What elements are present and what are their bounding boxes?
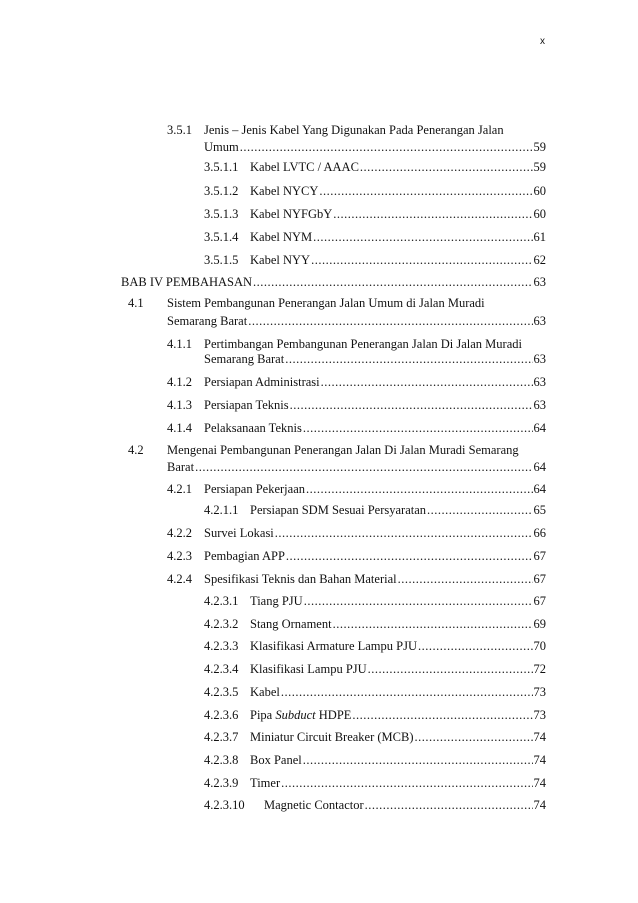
toc-page: 74 bbox=[533, 730, 546, 744]
toc-leader bbox=[286, 549, 533, 564]
toc-page: 67 bbox=[533, 594, 546, 608]
toc-leader bbox=[368, 662, 533, 677]
toc-title: Kabel NYCY bbox=[250, 184, 319, 198]
toc-page: 74 bbox=[533, 776, 546, 790]
toc-leader bbox=[240, 140, 533, 155]
toc-entry[interactable] bbox=[204, 140, 546, 155]
toc-number: 3.5.1.3 bbox=[204, 207, 239, 221]
toc-page: 60 bbox=[533, 207, 546, 221]
toc-leader bbox=[303, 421, 533, 436]
toc-entry[interactable] bbox=[250, 776, 546, 791]
toc-entry[interactable] bbox=[204, 482, 546, 497]
toc-leader bbox=[333, 207, 532, 222]
toc-title: Kabel LVTC / AAAC bbox=[250, 160, 359, 174]
toc-leader bbox=[313, 230, 532, 245]
toc-entry[interactable] bbox=[204, 375, 546, 390]
toc-number: 3.5.1.1 bbox=[204, 160, 239, 174]
toc-title: Semarang Barat bbox=[204, 352, 285, 366]
toc-title: Klasifikasi Lampu PJU bbox=[250, 662, 367, 676]
toc-title: Kabel NYM bbox=[250, 230, 313, 244]
toc-entry[interactable] bbox=[250, 730, 546, 745]
toc-leader bbox=[418, 639, 533, 654]
toc-leader bbox=[303, 753, 533, 768]
toc-number: 4.2 bbox=[128, 443, 144, 457]
toc-entry[interactable] bbox=[250, 207, 546, 222]
toc-entry[interactable] bbox=[204, 352, 546, 367]
toc-leader bbox=[195, 460, 532, 475]
toc-entry[interactable] bbox=[250, 503, 546, 518]
toc-number: 3.5.1.5 bbox=[204, 253, 239, 267]
toc-page: 72 bbox=[533, 662, 546, 676]
toc-number: 4.2.2 bbox=[167, 526, 192, 540]
toc-page: 64 bbox=[533, 460, 546, 474]
toc-entry[interactable] bbox=[204, 572, 546, 587]
toc-leader bbox=[306, 482, 532, 497]
toc-page: 63 bbox=[533, 398, 546, 412]
toc-page: 70 bbox=[533, 639, 546, 653]
toc-page: 64 bbox=[533, 421, 546, 435]
toc-entry[interactable] bbox=[264, 798, 546, 813]
toc-title-italic: Subduct bbox=[275, 708, 316, 722]
toc-title: Magnetic Contactor bbox=[264, 798, 364, 812]
toc-number: 4.1.4 bbox=[167, 421, 192, 435]
toc-title: Tiang PJU bbox=[250, 594, 303, 608]
toc-entry[interactable] bbox=[250, 662, 546, 677]
toc-leader bbox=[285, 352, 532, 367]
toc-number: 4.2.3.8 bbox=[204, 753, 239, 767]
toc-entry[interactable] bbox=[250, 253, 546, 268]
toc-title-line1: Pertimbangan Pembangunan Penerangan Jalan Di Jalan Muradi bbox=[204, 337, 522, 351]
toc-title: Kabel NYY bbox=[250, 253, 311, 267]
toc-number: 4.2.1.1 bbox=[204, 503, 239, 517]
toc-entry[interactable] bbox=[250, 617, 546, 632]
toc-number: 4.2.3.1 bbox=[204, 594, 239, 608]
toc-number: 4.2.3.10 bbox=[204, 798, 245, 812]
toc-number: 4.2.3.3 bbox=[204, 639, 239, 653]
toc-entry[interactable] bbox=[121, 275, 546, 290]
toc-leader bbox=[275, 526, 533, 541]
toc-entry[interactable] bbox=[167, 314, 546, 329]
toc-page: 66 bbox=[533, 526, 546, 540]
toc-title-line1: Jenis – Jenis Kabel Yang Digunakan Pada Penerangan Jalan bbox=[204, 123, 504, 137]
toc-title: Persiapan SDM Sesuai Persyaratan bbox=[250, 503, 427, 517]
toc-leader bbox=[427, 503, 532, 518]
toc-leader bbox=[304, 594, 533, 609]
toc-number: 4.1.3 bbox=[167, 398, 192, 412]
toc-number: 4.2.3.2 bbox=[204, 617, 239, 631]
toc-number: 4.1.2 bbox=[167, 375, 192, 389]
toc-leader bbox=[352, 708, 532, 723]
toc-entry[interactable] bbox=[204, 421, 546, 436]
toc-title: Spesifikasi Teknis dan Bahan Material bbox=[204, 572, 397, 586]
toc-page: 74 bbox=[533, 798, 546, 812]
toc-leader bbox=[333, 617, 533, 632]
toc-title: Survei Lokasi bbox=[204, 526, 274, 540]
page-number: x bbox=[540, 36, 545, 47]
toc-leader bbox=[290, 398, 533, 413]
toc-number: 4.2.3.7 bbox=[204, 730, 239, 744]
toc-title-line1: Sistem Pembangunan Penerangan Jalan Umum di Jalan Muradi bbox=[167, 296, 485, 310]
toc-number: 4.2.3.5 bbox=[204, 685, 239, 699]
toc-leader bbox=[281, 776, 532, 791]
toc-leader bbox=[248, 314, 532, 329]
toc-page: 65 bbox=[533, 503, 546, 517]
toc-number: 4.2.3.4 bbox=[204, 662, 239, 676]
toc-entry[interactable] bbox=[204, 549, 546, 564]
toc-leader bbox=[360, 160, 533, 175]
toc-leader bbox=[311, 253, 532, 268]
toc-title: Pelaksanaan Teknis bbox=[204, 421, 302, 435]
toc-page: 59 bbox=[533, 140, 546, 154]
toc-page: 74 bbox=[533, 753, 546, 767]
toc-page: 64 bbox=[533, 482, 546, 496]
toc-title: Umum bbox=[204, 140, 239, 154]
toc-entry[interactable] bbox=[250, 184, 546, 199]
toc-title: Persiapan Pekerjaan bbox=[204, 482, 306, 496]
toc-title: Kabel bbox=[250, 685, 280, 699]
toc-title: Persiapan Administrasi bbox=[204, 375, 320, 389]
toc-number: 3.5.1.4 bbox=[204, 230, 239, 244]
toc-number: 4.1 bbox=[128, 296, 144, 310]
toc-page: 63 bbox=[533, 375, 546, 389]
toc-page: 60 bbox=[533, 184, 546, 198]
toc-page: 59 bbox=[533, 160, 546, 174]
toc-number: 4.2.4 bbox=[167, 572, 192, 586]
toc-page: 73 bbox=[533, 685, 546, 699]
toc-title: Stang Ornament bbox=[250, 617, 332, 631]
toc-entry[interactable] bbox=[250, 639, 546, 654]
toc-page: 63 bbox=[533, 275, 546, 289]
toc-title: Semarang Barat bbox=[167, 314, 248, 328]
toc-leader bbox=[319, 184, 532, 199]
toc-page: 73 bbox=[533, 708, 546, 722]
toc-number: 3.5.1 bbox=[167, 123, 192, 137]
toc-page: 67 bbox=[533, 549, 546, 563]
toc-entry[interactable] bbox=[250, 160, 546, 175]
toc-page: 63 bbox=[533, 314, 546, 328]
toc-number: 4.1.1 bbox=[167, 337, 192, 351]
toc-title bbox=[250, 708, 351, 723]
toc-page: 69 bbox=[533, 617, 546, 631]
toc-entry[interactable] bbox=[204, 398, 546, 413]
toc-chapter-title: BAB IV PEMBAHASAN bbox=[121, 275, 253, 289]
toc-leader bbox=[281, 685, 533, 700]
toc-leader bbox=[398, 572, 533, 587]
toc-entry[interactable] bbox=[167, 460, 546, 475]
toc-title-line1: Mengenai Pembangunan Penerangan Jalan Di Jalan Muradi Semarang bbox=[167, 443, 519, 457]
toc-leader bbox=[365, 798, 533, 813]
toc-title: Timer bbox=[250, 776, 281, 790]
toc-page: 62 bbox=[533, 253, 546, 267]
toc-leader bbox=[415, 730, 533, 745]
toc-entry[interactable] bbox=[250, 594, 546, 609]
toc-title: Miniatur Circuit Breaker (MCB) bbox=[250, 730, 414, 744]
toc-title: Box Panel bbox=[250, 753, 302, 767]
toc-leader bbox=[253, 275, 532, 290]
toc-title-post: HDPE bbox=[315, 708, 352, 722]
toc-leader bbox=[321, 375, 533, 390]
toc-number: 4.2.1 bbox=[167, 482, 192, 496]
toc-title: Pembagian APP bbox=[204, 549, 285, 563]
toc-entry[interactable] bbox=[250, 708, 546, 723]
toc-title-pre: Pipa bbox=[250, 708, 276, 722]
toc-page: 63 bbox=[533, 352, 546, 366]
toc-entry[interactable] bbox=[250, 230, 546, 245]
toc-title: Persiapan Teknis bbox=[204, 398, 289, 412]
toc-entry[interactable] bbox=[204, 526, 546, 541]
toc-entry[interactable] bbox=[250, 685, 546, 700]
toc-number: 4.2.3 bbox=[167, 549, 192, 563]
toc-page: 67 bbox=[533, 572, 546, 586]
toc-entry[interactable] bbox=[250, 753, 546, 768]
toc-title: Barat bbox=[167, 460, 195, 474]
toc-page: 61 bbox=[533, 230, 546, 244]
toc-number: 3.5.1.2 bbox=[204, 184, 239, 198]
toc-title: Klasifikasi Armature Lampu PJU bbox=[250, 639, 417, 653]
toc-number: 4.2.3.9 bbox=[204, 776, 239, 790]
toc-title: Kabel NYFGbY bbox=[250, 207, 333, 221]
toc-number: 4.2.3.6 bbox=[204, 708, 239, 722]
